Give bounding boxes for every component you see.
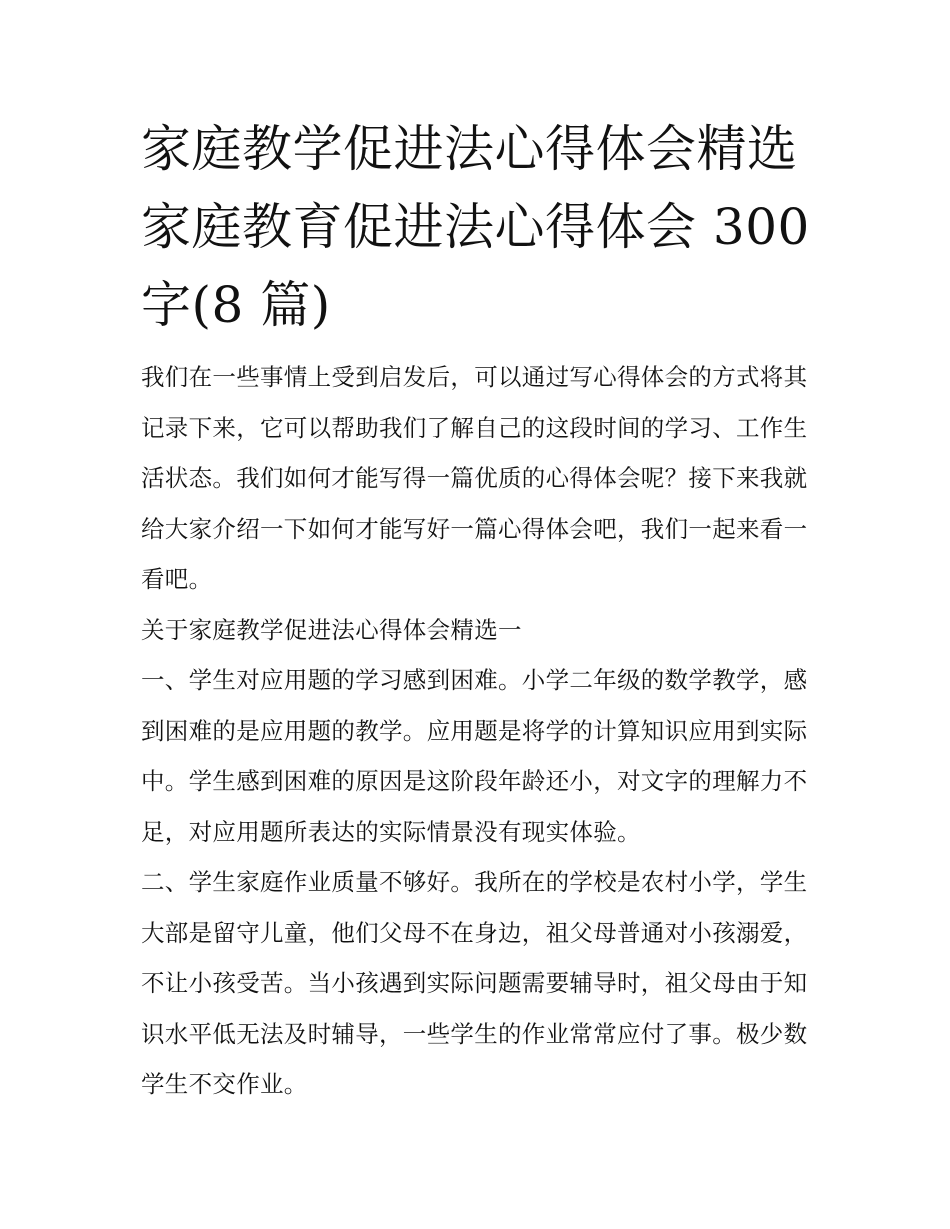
paragraph-point-one: 一、学生对应用题的学习感到困难。小学二年级的数学教学，感到困难的是应用题的教学。应用题是将学的计算知识应用到实际中。学生感到困难的原因是这阶段年龄还小，对文字的理解力不足，对应用题所表达的实际情景没有现实体验。 [141,666,808,846]
document-body [141,110,821,1110]
title-line-2: 家庭教育促进法心得体会 300 [141,198,810,256]
title-line-3: 字(8 篇) [141,276,331,334]
document-title [141,110,821,344]
section-heading: 关于家庭教学促进法心得体会精选一 [141,615,522,644]
title-line-1: 家庭教学促进法心得体会精选 [141,120,798,178]
intro-paragraph: 我们在一些事情上受到启发后，可以通过写心得体会的方式将其记录下来，它可以帮助我们了解自己的这段时间的学习、工作生活状态。我们如何才能写得一篇优质的心得体会呢？接下来我就给大家介绍一下如何才能写好一篇心得体会吧，我们一起来看一看吧。 [141,363,808,593]
paragraph-point-two: 二、学生家庭作业质量不够好。我所在的学校是农村小学，学生大部是留守儿童，他们父母不在身边，祖父母普通对小孩溺爱，不让小孩受苦。当小孩遇到实际问题需要辅导时，祖父母由于知识水平低无法及时辅导，一些学生的作业常常应付了事。极少数学生不交作业。 [141,868,808,1098]
